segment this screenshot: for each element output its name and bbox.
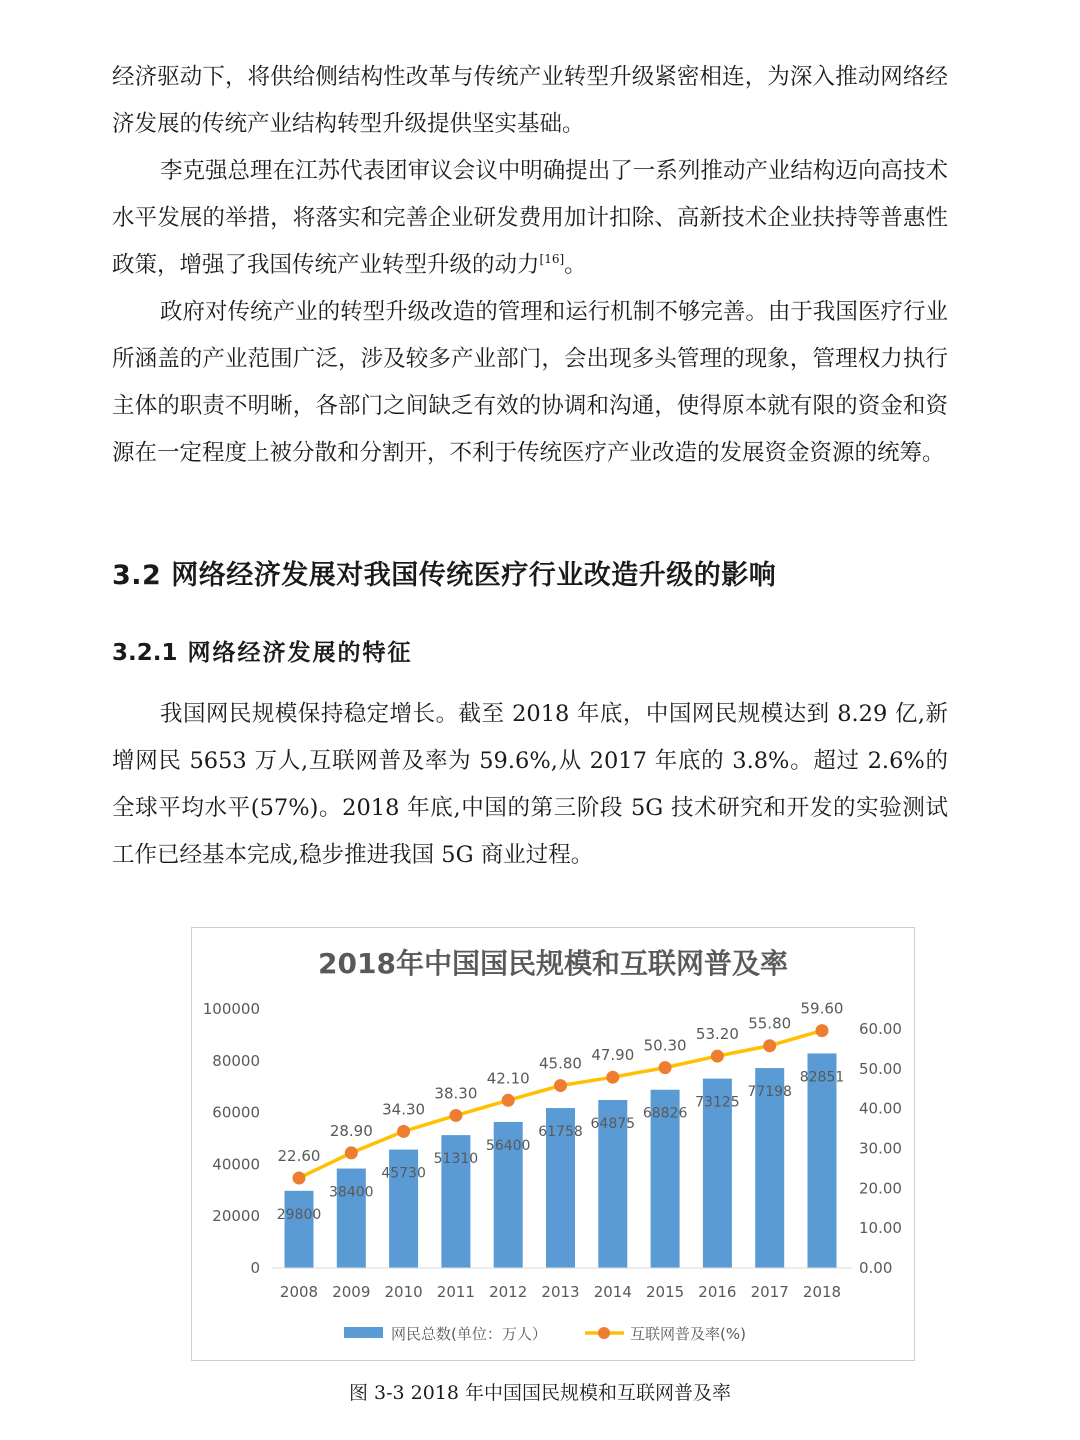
x-tick-label: 2015 — [646, 1283, 685, 1301]
chart-figure — [191, 927, 915, 1361]
rate-data-label: 53.20 — [695, 1025, 739, 1044]
y-left-tick-label: 80000 — [212, 1051, 260, 1070]
figure-caption: 图 3-3 2018 年中国国民规模和互联网普及率 — [348, 1382, 732, 1404]
rate-point — [293, 1171, 306, 1184]
y-left-tick-label: 0 — [250, 1259, 260, 1277]
x-tick-label: 2014 — [593, 1283, 632, 1301]
rate-data-label: 47.90 — [591, 1046, 635, 1065]
legend-line-marker — [598, 1327, 610, 1339]
bar-data-label: 61758 — [538, 1124, 583, 1141]
rate-point — [554, 1079, 567, 1092]
bar — [337, 1169, 366, 1268]
paragraph-2-end: 。 — [564, 252, 587, 278]
bar-data-label: 68826 — [642, 1105, 688, 1122]
legend-bar-label: 网民总数(单位：万人） — [391, 1325, 547, 1343]
bar-data-label: 38400 — [329, 1184, 374, 1201]
bar-data-label: 29800 — [276, 1206, 322, 1223]
subsection-title: 网络经济发展的特征 — [187, 640, 413, 666]
paragraph-4: 我国网民规模保持稳定增长。截至 2018 年底，中国网民规模达到 8.29 亿,新增网民 5653 万人,互联网普及率为 59.6%,从 2017 年底的 3.8%。超过 2.6%的全球平均水平(57%)。2018 年底,中国的第三阶段 5G 技术研究和开发的实验测试工作已经基本完成,稳步推进我国 5G 商业过程。 — [112, 701, 948, 868]
rate-point — [449, 1109, 462, 1122]
y-right-tick-label: 0.00 — [859, 1259, 893, 1277]
paragraph-3: 政府对传统产业的转型升级改造的管理和运行机制不够完善。由于我国医疗行业所涵盖的产业范围广泛，涉及较多产业部门，会出现多头管理的现象，管理权力执行主体的职责不明晰，各部门之间缺乏有效的协调和沟通，使得原本就有限的资金和资源在一定程度上被分散和分割开，不利于传统医疗产业改造的发展资金资源的统筹。 — [112, 299, 948, 466]
rate-point — [659, 1061, 672, 1074]
x-tick-label: 2009 — [332, 1283, 371, 1301]
rate-point — [816, 1024, 829, 1037]
rate-data-label: 22.60 — [277, 1146, 321, 1165]
x-tick-label: 2017 — [750, 1283, 789, 1301]
y-right-tick-label: 10.00 — [859, 1219, 902, 1238]
rate-data-label: 34.30 — [382, 1100, 426, 1119]
rate-data-label: 28.90 — [329, 1121, 373, 1140]
bar-data-label: 73125 — [695, 1094, 740, 1111]
bar — [285, 1191, 314, 1268]
paragraph-2-text: 李克强总理在江苏代表团审议会议中明确提出了一系列推动产业结构迈向高技术水平发展的举措，将落实和完善企业研发费用加计扣除、高新技术企业扶持等普惠性政策，增强了我国传统产业转型升级的动力 — [112, 158, 948, 278]
x-tick-label: 2012 — [489, 1283, 528, 1301]
y-right-tick-label: 30.00 — [859, 1139, 902, 1158]
section-heading: 3.2 网络经济发展对我国传统医疗行业改造升级的影响 — [112, 560, 777, 591]
rate-data-label: 50.30 — [643, 1036, 687, 1055]
y-right-tick-label: 60.00 — [859, 1020, 902, 1038]
rate-point — [345, 1146, 358, 1159]
rate-data-label: 45.80 — [539, 1054, 582, 1073]
subsection-heading — [112, 634, 413, 667]
y-left-tick-label: 100000 — [202, 1000, 260, 1018]
x-tick-label: 2010 — [384, 1283, 423, 1301]
y-right-tick-label: 20.00 — [859, 1179, 902, 1198]
legend-bar-swatch — [344, 1327, 383, 1338]
y-right-tick-label: 50.00 — [859, 1059, 902, 1078]
chart-title: 2018年中国国民规模和互联网普及率 — [318, 947, 788, 980]
paragraph-2 — [112, 148, 948, 289]
paragraph-1: 经济驱动下，将供给侧结构性改革与传统产业转型升级紧密相连，为深入推动网络经济发展的传统产业结构转型升级提供坚实基础。 — [112, 64, 948, 137]
x-tick-label: 2011 — [436, 1283, 475, 1301]
rate-point — [711, 1050, 724, 1063]
subsection-number: 3.2.1 — [112, 640, 178, 666]
citation-ref: [16] — [539, 252, 565, 266]
chart-svg — [192, 928, 914, 1360]
rate-data-label: 38.30 — [434, 1084, 478, 1103]
rate-data-label: 55.80 — [748, 1014, 792, 1033]
rate-data-label: 42.10 — [486, 1069, 530, 1088]
y-right-tick-label: 40.00 — [859, 1099, 902, 1118]
bar-data-label: 56400 — [485, 1137, 531, 1154]
rate-point — [763, 1039, 776, 1052]
y-left-tick-label: 60000 — [212, 1103, 260, 1122]
rate-point — [606, 1071, 619, 1084]
x-tick-label: 2013 — [541, 1283, 580, 1301]
x-tick-label: 2008 — [279, 1283, 319, 1301]
rate-data-label: 59.60 — [800, 999, 844, 1018]
bar-data-label: 51310 — [433, 1151, 479, 1168]
y-left-tick-label: 20000 — [212, 1207, 260, 1226]
bar-data-label: 45730 — [381, 1165, 426, 1182]
rate-point — [397, 1125, 410, 1138]
y-left-tick-label: 40000 — [212, 1155, 260, 1174]
bar-data-label: 77198 — [747, 1084, 792, 1101]
bar-data-label: 82851 — [799, 1069, 845, 1086]
legend-line-label: 互联网普及率(%) — [630, 1325, 746, 1343]
bar — [808, 1053, 837, 1268]
x-tick-label: 2016 — [698, 1283, 737, 1301]
rate-point — [502, 1094, 515, 1107]
x-tick-label: 2018 — [802, 1283, 842, 1301]
bar-data-label: 64875 — [590, 1115, 636, 1132]
